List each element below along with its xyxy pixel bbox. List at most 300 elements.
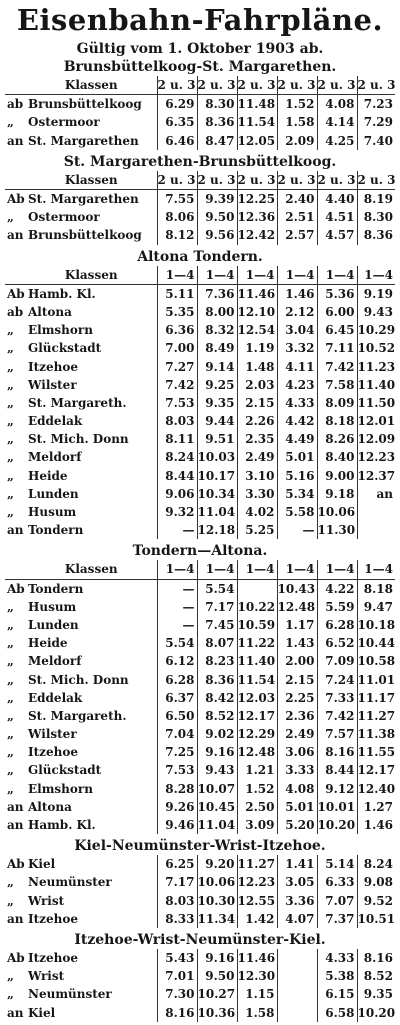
table-row xyxy=(5,208,395,226)
time-cell: 8.30 xyxy=(357,208,395,226)
departure-arrival-mark: „ xyxy=(7,781,14,796)
departure-arrival-mark: „ xyxy=(7,468,14,483)
time-cell: 3.06 xyxy=(277,743,317,761)
time-cell: 10.18 xyxy=(357,616,395,634)
time-cell: 9.47 xyxy=(357,598,395,616)
time-cell: 6.37 xyxy=(157,689,197,707)
time-cell xyxy=(357,521,395,539)
departure-arrival-mark: „ xyxy=(7,115,14,130)
table-row xyxy=(5,707,395,725)
time-cell: 7.40 xyxy=(357,132,395,150)
time-cell: 9.26 xyxy=(157,798,197,816)
station-name: Brunsbüttelkoog xyxy=(28,228,142,243)
time-cell: 5.59 xyxy=(317,598,357,616)
table-row xyxy=(5,485,395,503)
time-cell: 1.42 xyxy=(237,910,277,928)
table-row xyxy=(5,448,395,466)
time-cell: 3.05 xyxy=(277,873,317,891)
station-name: Ostermoor xyxy=(28,210,100,225)
timetable xyxy=(5,855,395,928)
station-name: Heide xyxy=(28,636,68,651)
station-name: Tondern xyxy=(28,523,84,538)
time-cell: 9.02 xyxy=(197,725,237,743)
time-cell: 1.52 xyxy=(237,780,277,798)
table-row xyxy=(5,967,395,985)
time-cell: 2.49 xyxy=(277,725,317,743)
station-name: Altona xyxy=(28,799,72,814)
time-cell: 10.06 xyxy=(317,503,357,521)
departure-arrival-mark: „ xyxy=(7,875,14,890)
station-name: Wrist xyxy=(28,969,65,984)
time-cell: 2.50 xyxy=(237,798,277,816)
departure-arrival-mark: ab xyxy=(7,304,24,319)
time-cell: 8.44 xyxy=(317,761,357,779)
station-name: St. Margarethen xyxy=(28,133,139,148)
time-cell: 6.36 xyxy=(157,321,197,339)
station-name: Glückstadt xyxy=(28,341,102,356)
time-cell: 9.50 xyxy=(197,208,237,226)
time-cell: 11.54 xyxy=(237,670,277,688)
departure-arrival-mark: „ xyxy=(7,450,14,465)
time-cell: 12.54 xyxy=(237,321,277,339)
departure-arrival-mark: „ xyxy=(7,323,14,338)
station-name: Itzehoe xyxy=(28,911,78,926)
time-cell: 8.36 xyxy=(197,670,237,688)
departure-arrival-mark: „ xyxy=(7,672,14,687)
time-cell: 4.49 xyxy=(277,430,317,448)
time-cell: 7.37 xyxy=(317,910,357,928)
table-row xyxy=(5,95,395,114)
time-cell: 4.25 xyxy=(317,132,357,150)
time-cell: 8.00 xyxy=(197,303,237,321)
time-cell: 7.09 xyxy=(317,652,357,670)
time-cell: 2.25 xyxy=(277,689,317,707)
table-row xyxy=(5,761,395,779)
section-title: St. Margarethen-Brunsbüttelkoog. xyxy=(63,153,337,170)
time-cell: 8.36 xyxy=(357,226,395,244)
station-name: Husum xyxy=(28,599,77,614)
time-cell: 8.16 xyxy=(157,1003,197,1021)
departure-arrival-mark: „ xyxy=(7,359,14,374)
time-cell: 8.09 xyxy=(317,394,357,412)
timetable xyxy=(5,949,395,1022)
time-cell: 9.35 xyxy=(357,985,395,1003)
station-name: Lunden xyxy=(28,617,79,632)
time-cell: 9.39 xyxy=(197,189,237,208)
time-cell: 11.48 xyxy=(237,95,277,114)
time-cell: 8.32 xyxy=(197,321,237,339)
table-row xyxy=(5,985,395,1003)
time-cell: 9.25 xyxy=(197,376,237,394)
time-cell: 8.52 xyxy=(197,707,237,725)
timetable-sections xyxy=(5,58,395,1025)
time-cell: 11.38 xyxy=(357,725,395,743)
time-cell: 1.17 xyxy=(277,616,317,634)
station-name: Kiel xyxy=(28,1005,56,1020)
departure-arrival-mark: „ xyxy=(7,505,14,520)
table-row xyxy=(5,634,395,652)
table-row xyxy=(5,798,395,816)
time-cell: 6.25 xyxy=(157,855,197,873)
time-cell: 2.35 xyxy=(237,430,277,448)
class-header-cell: 1—4 xyxy=(157,560,197,579)
time-cell: 1.48 xyxy=(237,357,277,375)
departure-arrival-mark: an xyxy=(7,133,24,148)
time-cell: 1.46 xyxy=(357,816,395,834)
time-cell: 1.58 xyxy=(237,1003,277,1021)
time-cell: 5.25 xyxy=(237,521,277,539)
departure-arrival-mark: „ xyxy=(7,636,14,651)
time-cell: 10.45 xyxy=(197,798,237,816)
time-cell: 12.10 xyxy=(237,303,277,321)
table-row xyxy=(5,113,395,131)
class-header-cell: 1—4 xyxy=(277,560,317,579)
departure-arrival-mark: „ xyxy=(7,210,14,225)
time-cell: 4.07 xyxy=(277,910,317,928)
time-cell: 5.16 xyxy=(277,467,317,485)
time-cell: 2.51 xyxy=(277,208,317,226)
time-cell: an xyxy=(357,485,395,503)
table-row xyxy=(5,394,395,412)
station-name: Itzehoe xyxy=(28,359,78,374)
time-cell: 8.36 xyxy=(197,113,237,131)
time-cell: 4.33 xyxy=(277,394,317,412)
time-cell: 8.40 xyxy=(317,448,357,466)
table-row xyxy=(5,303,395,321)
class-header-cell: 2 u. 3 xyxy=(157,171,197,190)
time-cell: 12.05 xyxy=(237,132,277,150)
station-name: St. Margareth. xyxy=(28,395,127,410)
time-cell: 11.50 xyxy=(357,394,395,412)
time-cell: 5.35 xyxy=(157,303,197,321)
table-row xyxy=(5,616,395,634)
time-cell: 2.03 xyxy=(237,376,277,394)
time-cell: 1.46 xyxy=(277,284,317,303)
time-cell: 7.25 xyxy=(157,743,197,761)
time-cell: 5.01 xyxy=(277,798,317,816)
time-cell: 10.20 xyxy=(357,1003,395,1021)
class-header-cell: 2 u. 3 xyxy=(157,76,197,95)
time-cell: 7.55 xyxy=(157,189,197,208)
time-cell: 7.36 xyxy=(197,284,237,303)
time-cell: 2.00 xyxy=(277,652,317,670)
time-cell: 9.18 xyxy=(317,485,357,503)
time-cell: 9.16 xyxy=(197,949,237,967)
time-cell: — xyxy=(157,521,197,539)
departure-arrival-mark: Ab xyxy=(7,581,25,596)
time-cell: 2.09 xyxy=(277,132,317,150)
time-cell: 5.01 xyxy=(277,448,317,466)
table-row xyxy=(5,689,395,707)
table-row xyxy=(5,357,395,375)
departure-arrival-mark: ab xyxy=(7,97,24,112)
station-name: Eddelak xyxy=(28,414,83,429)
time-cell: 5.58 xyxy=(277,503,317,521)
table-row xyxy=(5,1003,395,1021)
time-cell: 12.40 xyxy=(357,780,395,798)
station-name: St. Margareth. xyxy=(28,708,127,723)
class-header-row xyxy=(5,76,395,95)
time-cell: 6.33 xyxy=(317,873,357,891)
time-cell: 1.43 xyxy=(277,634,317,652)
time-cell: 9.35 xyxy=(197,394,237,412)
time-cell: 9.46 xyxy=(157,816,197,834)
time-cell: 8.28 xyxy=(157,780,197,798)
time-cell: 8.49 xyxy=(197,339,237,357)
time-cell: 5.38 xyxy=(317,967,357,985)
class-header-row xyxy=(5,560,395,579)
time-cell: 5.54 xyxy=(157,634,197,652)
time-cell: 10.51 xyxy=(357,910,395,928)
station-name: Husum xyxy=(28,505,77,520)
class-header-cell: 1—4 xyxy=(357,266,395,285)
time-cell: 6.28 xyxy=(317,616,357,634)
station-name: Elmshorn xyxy=(28,781,93,796)
station-name: St. Mich. Donn xyxy=(28,432,129,447)
time-cell: 10.59 xyxy=(237,616,277,634)
departure-arrival-mark: „ xyxy=(7,745,14,760)
time-cell: 7.23 xyxy=(357,95,395,114)
time-cell: 5.20 xyxy=(277,816,317,834)
time-cell: 7.53 xyxy=(157,394,197,412)
departure-arrival-mark: Ab xyxy=(7,192,25,207)
time-cell: 3.32 xyxy=(277,339,317,357)
station-name: Tondern xyxy=(28,581,84,596)
time-cell: 6.45 xyxy=(317,321,357,339)
time-cell: 7.29 xyxy=(357,113,395,131)
time-cell: — xyxy=(157,598,197,616)
time-cell: 2.36 xyxy=(277,707,317,725)
station-name: Wilster xyxy=(28,727,77,742)
time-cell: 12.23 xyxy=(357,448,395,466)
time-cell: 12.55 xyxy=(237,892,277,910)
time-cell: 2.40 xyxy=(277,189,317,208)
station-name: Glückstadt xyxy=(28,763,102,778)
time-cell: 3.36 xyxy=(277,892,317,910)
time-cell: 7.57 xyxy=(317,725,357,743)
time-cell: 12.17 xyxy=(357,761,395,779)
time-cell: 7.30 xyxy=(157,985,197,1003)
section-title: Brunsbüttelkoog-St. Margarethen. xyxy=(63,59,337,75)
time-cell: 2.49 xyxy=(237,448,277,466)
table-row xyxy=(5,855,395,873)
header-spacer xyxy=(5,76,27,95)
timetable xyxy=(5,560,395,834)
departure-arrival-mark: „ xyxy=(7,708,14,723)
departure-arrival-mark: „ xyxy=(7,987,14,1002)
time-cell: 3.04 xyxy=(277,321,317,339)
time-cell: 1.52 xyxy=(277,95,317,114)
station-name: Heide xyxy=(28,468,68,483)
time-cell: 9.14 xyxy=(197,357,237,375)
time-cell: 7.24 xyxy=(317,670,357,688)
class-header-label: Klassen xyxy=(27,171,157,190)
time-cell: 11.40 xyxy=(357,376,395,394)
header-spacer xyxy=(5,171,27,190)
time-cell: 10.30 xyxy=(197,892,237,910)
time-cell: 11.46 xyxy=(237,949,277,967)
time-cell: 7.45 xyxy=(197,616,237,634)
table-row xyxy=(5,284,395,303)
time-cell: 2.12 xyxy=(277,303,317,321)
departure-arrival-mark: an xyxy=(7,818,24,833)
time-cell: 9.51 xyxy=(197,430,237,448)
time-cell: 8.24 xyxy=(157,448,197,466)
time-cell: 8.06 xyxy=(157,208,197,226)
time-cell: 10.44 xyxy=(357,634,395,652)
table-row xyxy=(5,321,395,339)
departure-arrival-mark: an xyxy=(7,523,24,538)
time-cell: 7.33 xyxy=(317,689,357,707)
time-cell: 9.32 xyxy=(157,503,197,521)
time-cell: 12.01 xyxy=(357,412,395,430)
time-cell: 7.07 xyxy=(317,892,357,910)
departure-arrival-mark: „ xyxy=(7,617,14,632)
departure-arrival-mark: „ xyxy=(7,690,14,705)
time-cell: 11.27 xyxy=(237,855,277,873)
time-cell: 9.19 xyxy=(357,284,395,303)
station-name: Meldorf xyxy=(28,654,82,669)
time-cell: 1.41 xyxy=(277,855,317,873)
time-cell: 11.01 xyxy=(357,670,395,688)
header-spacer xyxy=(5,266,27,285)
time-cell: 4.08 xyxy=(277,780,317,798)
class-header-cell: 1—4 xyxy=(317,560,357,579)
time-cell: 7.58 xyxy=(317,376,357,394)
departure-arrival-mark: an xyxy=(7,799,24,814)
time-cell: 8.44 xyxy=(157,467,197,485)
time-cell xyxy=(277,949,317,967)
departure-arrival-mark: „ xyxy=(7,341,14,356)
station-name: St. Mich. Donn xyxy=(28,672,129,687)
class-header-cell: 2 u. 3 xyxy=(317,171,357,190)
time-cell: 10.22 xyxy=(237,598,277,616)
time-cell: 6.15 xyxy=(317,985,357,1003)
time-cell: 5.11 xyxy=(157,284,197,303)
class-header-row xyxy=(5,266,395,285)
time-cell: 8.47 xyxy=(197,132,237,150)
page-title: Eisenbahn-Fahrpläne. xyxy=(16,3,384,37)
time-cell: 11.34 xyxy=(197,910,237,928)
time-cell xyxy=(277,967,317,985)
time-cell: 2.57 xyxy=(277,226,317,244)
class-header-cell: 1—4 xyxy=(317,266,357,285)
class-header-cell: 2 u. 3 xyxy=(197,76,237,95)
table-row xyxy=(5,816,395,834)
departure-arrival-mark: an xyxy=(7,228,24,243)
station-name: Itzehoe xyxy=(28,950,78,965)
station-name: Eddelak xyxy=(28,690,83,705)
time-cell: 2.15 xyxy=(237,394,277,412)
time-cell: 8.18 xyxy=(357,579,395,598)
time-cell: 10.34 xyxy=(197,485,237,503)
time-cell: 10.07 xyxy=(197,780,237,798)
time-cell: 12.09 xyxy=(357,430,395,448)
table-row xyxy=(5,189,395,208)
time-cell: 11.27 xyxy=(357,707,395,725)
time-cell: 7.04 xyxy=(157,725,197,743)
time-cell: 6.50 xyxy=(157,707,197,725)
time-cell: 4.40 xyxy=(317,189,357,208)
table-row xyxy=(5,412,395,430)
time-cell: 9.20 xyxy=(197,855,237,873)
time-cell: 12.17 xyxy=(237,707,277,725)
time-cell: 8.26 xyxy=(317,430,357,448)
time-cell: 12.29 xyxy=(237,725,277,743)
time-cell: 6.46 xyxy=(157,132,197,150)
time-cell: 10.03 xyxy=(197,448,237,466)
time-cell: 9.06 xyxy=(157,485,197,503)
time-cell: 4.57 xyxy=(317,226,357,244)
class-header-cell: 2 u. 3 xyxy=(357,76,395,95)
station-name: Ostermoor xyxy=(28,115,100,130)
time-cell: 6.29 xyxy=(157,95,197,114)
table-row xyxy=(5,652,395,670)
time-cell: 5.43 xyxy=(157,949,197,967)
time-cell: 8.03 xyxy=(157,412,197,430)
time-cell: 12.42 xyxy=(237,226,277,244)
departure-arrival-mark: „ xyxy=(7,893,14,908)
departure-arrival-mark: „ xyxy=(7,599,14,614)
timetable xyxy=(5,76,395,150)
time-cell: 12.03 xyxy=(237,689,277,707)
station-name: Neumünster xyxy=(28,987,112,1002)
time-cell: 12.23 xyxy=(237,873,277,891)
time-cell: 4.23 xyxy=(277,376,317,394)
time-cell: 8.16 xyxy=(317,743,357,761)
departure-arrival-mark: „ xyxy=(7,395,14,410)
time-cell: 7.17 xyxy=(157,873,197,891)
time-cell: 8.07 xyxy=(197,634,237,652)
timetable xyxy=(5,171,395,245)
time-cell: 11.54 xyxy=(237,113,277,131)
time-cell: 10.27 xyxy=(197,985,237,1003)
time-cell: 2.15 xyxy=(277,670,317,688)
section-title: Altona Tondern. xyxy=(137,248,263,265)
time-cell: 12.37 xyxy=(357,467,395,485)
time-cell: 11.22 xyxy=(237,634,277,652)
time-cell: 7.00 xyxy=(157,339,197,357)
time-cell: 8.16 xyxy=(357,949,395,967)
time-cell: 6.28 xyxy=(157,670,197,688)
time-cell: 5.34 xyxy=(277,485,317,503)
time-cell: 5.36 xyxy=(317,284,357,303)
time-cell: 3.33 xyxy=(277,761,317,779)
time-cell: 12.48 xyxy=(277,598,317,616)
timetable xyxy=(5,266,395,540)
time-cell: 6.52 xyxy=(317,634,357,652)
departure-arrival-mark: „ xyxy=(7,727,14,742)
time-cell xyxy=(237,579,277,598)
table-row xyxy=(5,430,395,448)
time-cell: 9.12 xyxy=(317,780,357,798)
class-header-cell: 1—4 xyxy=(357,560,395,579)
departure-arrival-mark: „ xyxy=(7,969,14,984)
table-row xyxy=(5,226,395,244)
time-cell: 7.53 xyxy=(157,761,197,779)
departure-arrival-mark: „ xyxy=(7,486,14,501)
time-cell: 9.43 xyxy=(197,761,237,779)
class-header-cell: 2 u. 3 xyxy=(277,171,317,190)
time-cell: 1.19 xyxy=(237,339,277,357)
table-row xyxy=(5,892,395,910)
class-header-cell: 2 u. 3 xyxy=(237,171,277,190)
time-cell: 8.11 xyxy=(157,430,197,448)
time-cell: 6.58 xyxy=(317,1003,357,1021)
time-cell: 7.42 xyxy=(157,376,197,394)
time-cell: 8.33 xyxy=(157,910,197,928)
class-header-cell: 1—4 xyxy=(277,266,317,285)
